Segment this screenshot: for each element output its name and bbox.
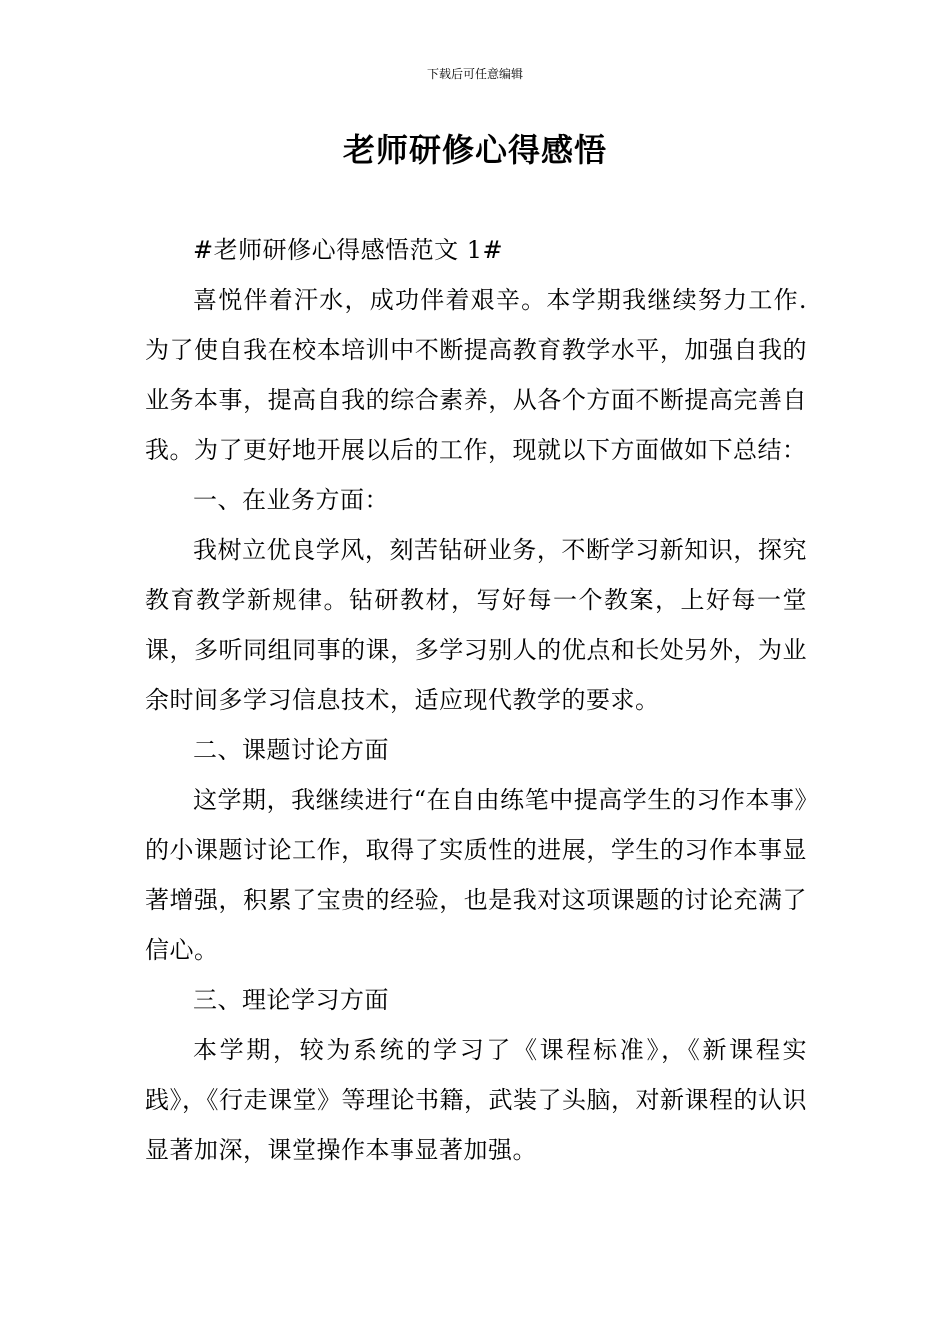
section-heading-business: 一、在业务方面： — [193, 486, 389, 514]
document-title: 老师研修心得感悟 — [342, 131, 607, 169]
paragraph-business: 我树立优良学风，刻苦钻研业务，不断学习新知识，探究教育教学新规律。钻研教材，写好每一个教案，上好每一堂课，多听同组同事的课，多学习别人的优点和长处另外，为业余时间多学习信息技术，适应现代教学的要求。 — [145, 536, 807, 714]
paragraph-theory: 本学期，较为系统的学习了《课程标准》，《新课程实践》，《行走课堂》等理论书籍，武装了头脑，对新课程的认识显著加深，课堂操作本事显著加强。 — [145, 1036, 807, 1164]
section-heading-sample: #老师研修心得感悟范文 1# — [193, 236, 504, 264]
document-body — [145, 225, 807, 1175]
paragraph-intro: 喜悦伴着汗水，成功伴着艰辛。本学期我继续努力工作. 为了使自我在校本培训中不断提高教育教学水平，加强自我的业务本事，提高自我的综合素养，从各个方面不断提高完善自我。为了更好地开展以后的工作，现就以下方面做如下总结： — [145, 286, 807, 464]
header-note: 下载后可任意编辑 — [426, 67, 523, 81]
section-heading-research: 二、课题讨论方面 — [193, 736, 389, 764]
section-heading-theory: 三、理论学习方面 — [193, 986, 389, 1014]
paragraph-research: 这学期，我继续进行“在自由练笔中提高学生的习作本事》的小课题讨论工作，取得了实质性的进展，学生的习作本事显著增强，积累了宝贵的经验，也是我对这项课题的讨论充满了信心。 — [145, 786, 807, 964]
